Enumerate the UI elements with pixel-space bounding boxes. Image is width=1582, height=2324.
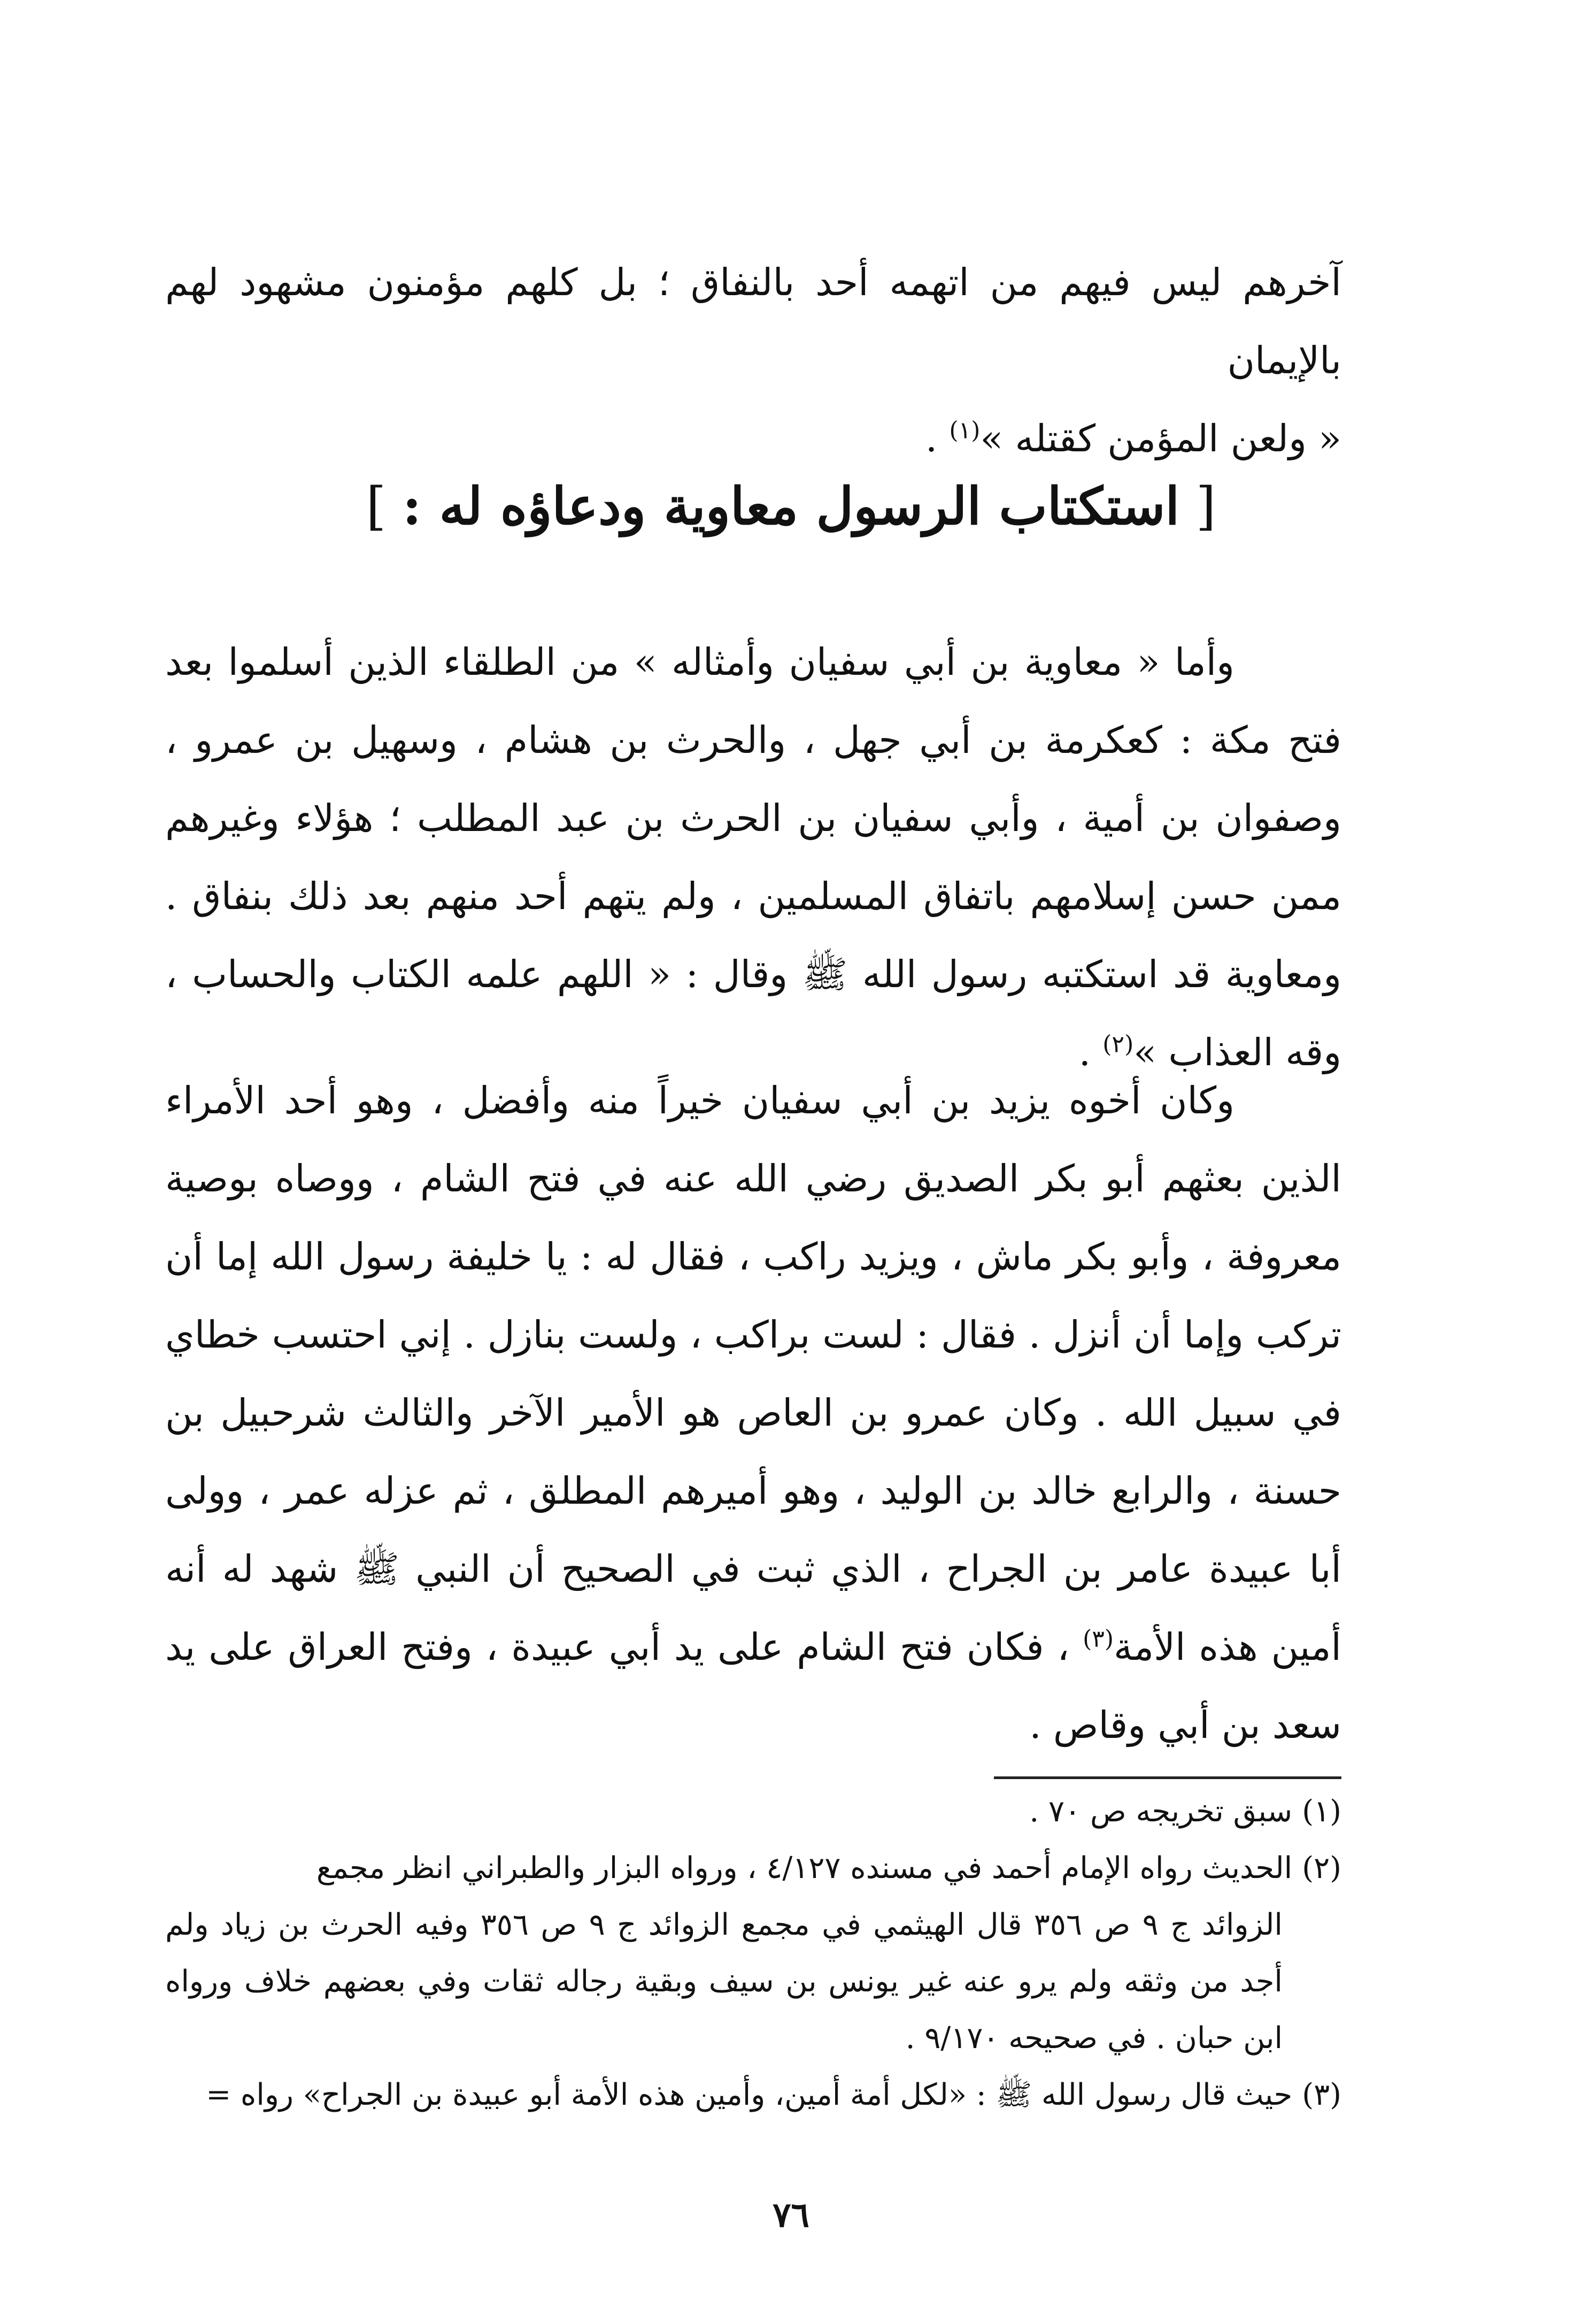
continued-line-1-text: آخرهم ليس فيهم من اتهمه أحد بالنفاق ؛ بل كلهم مؤمنون مشهود لهم بالإيمان: [165, 260, 1341, 382]
paragraph-2-block: [165, 1061, 1341, 1764]
paragraph-2: [165, 1061, 1341, 1764]
continued-text-block: [165, 243, 1341, 478]
heading-title: استكتاب الرسول معاوية ودعاؤه له :: [402, 476, 1180, 536]
footnotes: [165, 1783, 1341, 2123]
paragraph-2-text-end: ، فكان فتح الشام على يد أبي عبيدة ، وفتح العراق على يد سعد بن أبي وقاص .: [165, 1625, 1341, 1747]
footnote-divider: [994, 1776, 1341, 1779]
footnote-ref-2[interactable]: (٢): [1102, 1030, 1134, 1058]
footnote-3-number: (٣): [1302, 2077, 1341, 2112]
footnote-ref-1[interactable]: (١): [949, 417, 981, 444]
paragraph-1-block: [165, 623, 1341, 1091]
paragraph-1-end: .: [1078, 1030, 1103, 1074]
footnote-ref-3[interactable]: (٣): [1083, 1625, 1114, 1653]
footnote-1: [165, 1783, 1341, 1840]
paragraph-1-text: وأما « معاوية بن أبي سفيان وأمثاله » من الطلقاء الذين أسلموا بعد فتح مكة : كعكرمة بن أبي جهل ، والحرث بن هشام ، وسهيل بن عمرو ، وصفوان بن أمية ، وأبي سفيان بن الحرث بن عبد المطلب ؛ هؤلاء وغيرهم ممن حسن إسلامهم باتفاق المسلمين ، ولم يتهم أحد منهم بعد ذلك بنفاق . ومعاوية قد استكتبه رسول الله ﷺ وقال : « اللهم علمه الكتاب والحساب ، وقه العذاب »: [165, 640, 1341, 1074]
footnote-3: [165, 2067, 1341, 2123]
footnote-2: [165, 1840, 1341, 2067]
footnote-3-text: حيث قال رسول الله ﷺ : «لكل أمة أمين، وأمين هذه الأمة أبو عبيدة بن الجراح» رواه =: [206, 2077, 1293, 2112]
footnote-2-continuation: الزوائد ج ٩ ص ٣٥٦ قال الهيثمي في مجمع الزوائد ج ٩ ص ٣٥٦ وفيه الحرث بن زياد ولم أجد من وثقه ولم يرو عنه غير يونس بن سيف وبقية رجاله ثقات وفي بعضهم خلاف ورواه ابن حبان . في صحيحه ٩/١٧٠ .: [165, 1907, 1283, 2056]
heading-close-bracket: ]: [366, 476, 403, 536]
continued-line-2-end: .: [925, 417, 950, 460]
paragraph-2-text: وكان أخوه يزيد بن أبي سفيان خيراً منه وأفضل ، وهو أحد الأمراء الذين بعثهم أبو بكر الصديق رضي الله عنه في فتح الشام ، ووصاه بوصية معروفة ، وأبو بكر ماش ، ويزيد راكب ، فقال له : يا خليفة رسول الله إما أن تركب وإما أن أنزل . فقال : لست براكب ، ولست بنازل . إني احتسب خطاي في سبيل الله . وكان عمرو بن العاص هو الأمير الآخر والثالث شرحبيل بن حسنة ، والرابع خالد بن الوليد ، وهو أميرهم المطلق ، ثم عزله عمر ، وولى أبا عبيدة عامر بن الجراح ، الذي ثبت في الصحيح أن النبي ﷺ شهد له أنه أمين هذه الأمة: [165, 1079, 1341, 1669]
footnote-2-number: (٢): [1302, 1851, 1341, 1886]
footnote-1-number: (١): [1302, 1794, 1341, 1829]
heading-open-bracket: [: [1179, 476, 1216, 536]
page-number: ٧٦: [773, 2195, 809, 2235]
continued-line-2-text: « ولعن المؤمن كقتله »: [980, 417, 1341, 460]
footnote-2-text: الحديث رواه الإمام أحمد في مسنده ٤/١٢٧ ، ورواه البزار والطبراني انظر مجمع: [316, 1851, 1293, 1886]
continued-line-1: [165, 243, 1341, 399]
paragraph-1: [165, 623, 1341, 1091]
section-heading: [0, 476, 1582, 536]
continued-line-2: [165, 399, 1341, 478]
footnote-1-text: سبق تخريجه ص ٧٠ .: [1029, 1794, 1293, 1829]
